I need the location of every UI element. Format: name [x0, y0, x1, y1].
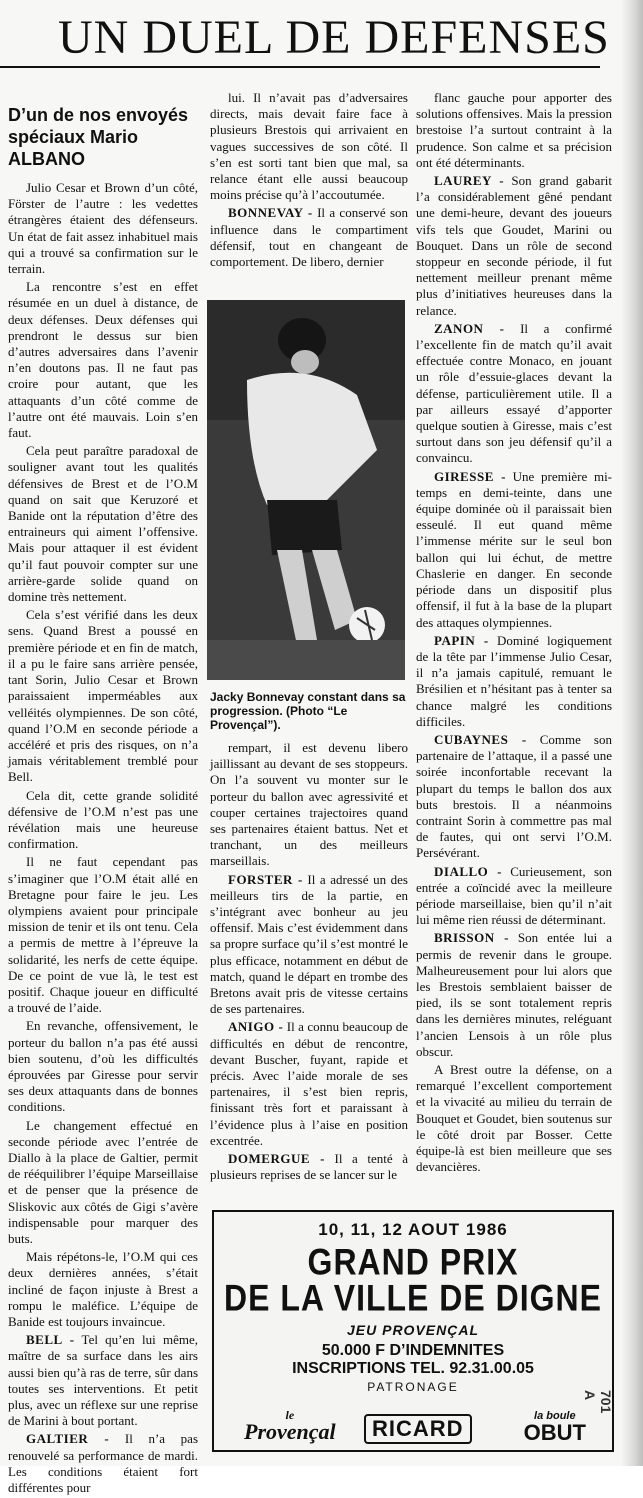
paragraph [8, 607, 198, 785]
paragraph-text: Tel qu’en lui même, maître de sa surface dans les airs aussi bien qu’à ras de terre, sûr dans toutes ses interventions. Et petit plus, avec un réflexe sur une reprise de Marini à bout portant. [8, 1332, 198, 1429]
ad-inscriptions: INSCRIPTIONS TEL. 92.31.00.05 [292, 1360, 534, 1377]
advertisement [212, 1210, 614, 1452]
provencal-logo-le: le [285, 1408, 295, 1422]
paragraph [8, 1018, 198, 1115]
paragraph-text: Dominé logiquement de la tête par l’immense Julio Cesar, il n’a jamais capitulé, remuant le Brésilien et n’hésitant pas à tenter sa chance malgré les conditions difficiles. [416, 632, 612, 729]
headline-rule [0, 66, 600, 68]
player-name-lead: GIRESSE - [434, 468, 506, 484]
paragraph-text: Il a adressé un des meilleurs tirs de la partie, en s’intégrant avec bonheur au jeu offensif. Mais c’est évidemment dans sa propre surface qu’il s’est montré le plus efficace, notamment en début de match, quand le départ en trombe des Bretons avait pris de vitesse certains de ses partenaires. [210, 871, 408, 1017]
paragraph-text: Il a confirmé l’excellente fin de match qu’il avait effectuée contre Monaco, en jouant un rôle d’essuie-glaces devant la défense, particulièrement utile. Il a par ailleurs essayé d’apporter quelque soutien à Giresse, mais c’est surtout dans son jeu défensif qu’il a convaincu. [416, 320, 612, 466]
paragraph-text: Cela dit, cette grande solidité défensive de l’O.M n’est pas une révélation mais une heureuse confirmation. [8, 787, 198, 852]
player-photo [207, 300, 405, 680]
paragraph [416, 1062, 612, 1175]
paragraph-text: En revanche, offensivement, le porteur du ballon n’a pas été aussi bien soutenu, d’où les difficultés éprouvées par Giresse pour servir ses deux attaquants dans de bonnes conditions. [8, 1018, 198, 1115]
paragraph-text: Son entée lui a permis de revenir dans le groupe. Malheureusement pour lui alors que les Brestois semblaient baisser de pied, ils se sont totalement repris dans les dernières minutes, reléguant l’ancien Lensois à un rôle plus obscur. [416, 930, 612, 1059]
column-3 [416, 90, 612, 1177]
photo-graphic [207, 300, 405, 680]
player-name-lead: BELL - [26, 1332, 75, 1348]
paragraph [8, 1431, 198, 1496]
paragraph-text: Cela s’est vérifié dans les deux sens. Quand Brest a poussé en première période et en fin de match, il a pu le faire sans arrière pensée, tant Sorin, Julio Cesar et Brown paraissaient imperméables aux velléités olympiennes. De son côté, quand l’O.M en seconde période a accéléré et pris des risques, on n’a jamais véritablement tremblé pour Bell. [8, 607, 198, 785]
ad-dates: 10, 11, 12 AOUT 1986 [318, 1220, 508, 1239]
ad-sponsor-logos [214, 1404, 612, 1444]
player-name-lead: FORSTER - [228, 871, 303, 887]
paragraph-text: Comme son partenaire de l’attaque, il a passé une soirée inconfortable recevant la plupart du temps le ballon dos aux buts brestois. Il a néanmoins contraint Sorin à commettre pas mal de fautes, qui ont servi l’O.M. Persévérant. [416, 731, 612, 861]
photo-caption: Jacky Bonnevay constant dans sa progression. (Photo “Le Provençal”). [210, 690, 406, 732]
paragraph-text: lui. Il n’avait pas d’adversaires directs, mais devait faire face à plusieurs Brestois qui arrivaient en vagues successives de son côté. Il s’en est sorti tant bien que mal, sa relance étant elle aussi beaucoup moins précise qu’à l’accoutumée. [210, 90, 408, 203]
column-2-bottom [210, 740, 408, 1185]
ad-patronage: PATRONAGE [367, 1380, 459, 1394]
paragraph [210, 1151, 408, 1183]
paragraph [416, 173, 612, 319]
player-name-lead: CUBAYNES - [434, 731, 527, 747]
paragraph-text: Mais répétons-le, l’O.M qui ces deux dernières années, s’était incliné de façon injuste à Brest a rompu le maléfice. L’équipe de Banide est toujours invaincue. [8, 1249, 198, 1330]
ad-title-2: DE LA VILLE DE DIGNE [224, 1277, 602, 1319]
paragraph-text: rempart, il est devenu libero jaillissant au devant de ses stoppeurs. On l’a souvent vu monter sur le porteur du ballon avec agressivité et couper certaines trajectoires quand ses partenaires étaient battus. Net et tranchant, un des meilleurs marseillais. [210, 740, 408, 869]
provencal-logo-name: Provençal [244, 1419, 336, 1444]
obut-logo [524, 1410, 586, 1444]
player-name-lead: ANIGO - [228, 1019, 284, 1035]
paragraph [416, 321, 612, 467]
paragraph [416, 469, 612, 631]
paragraph-text: flanc gauche pour apporter des solutions offensives. Mais la pression brestoise l’a surtout contraint à la prudence. Son calme et sa précision ont été déterminants. [416, 90, 612, 170]
byline: D’un de nos envoyés spéciaux Mario ALBANO [8, 105, 189, 169]
player-name-lead: BONNEVAY - [228, 205, 313, 221]
paragraph [8, 443, 198, 605]
ad-prize: 50.000 F D’INDEMNITES [321, 1342, 505, 1359]
paragraph [8, 279, 198, 441]
ad-title-1: GRAND PRIX [307, 1241, 519, 1283]
paragraph-text: Julio Cesar et Brown d’un côté, Förster de l’autre : les vedettes étrangères étaient des défenseurs. Un état de fait assez inhabituel mais qui a trouvé sa confirmation sur le terrain. [8, 180, 198, 277]
paragraph [8, 788, 198, 853]
player-name-lead: DIALLO - [434, 863, 502, 879]
paragraph [416, 732, 612, 862]
ricard-logo: RICARD [364, 1414, 472, 1444]
player-name-lead: GALTIER - [26, 1431, 110, 1447]
player-name-lead: DOMERGUE - [228, 1151, 325, 1167]
paragraph [416, 633, 612, 730]
paragraph [8, 180, 198, 277]
paragraph-text: Le changement effectué en seconde période avec l’entrée de Diallo à la place de Galtier, permit de rééquilibrer l’équipe Marseillaise et de penser que la présence de Sliskovic aux côtés de Gigi s’avère indispensable pour marquer des buts. [8, 1117, 198, 1246]
paragraph [8, 1118, 198, 1248]
player-name-lead: BRISSON - [434, 930, 509, 946]
paragraph-text: La rencontre s’est en effet résumée en un duel à distance, de deux défenses. Deux défenses qui prendront le dessus sur bien d’autres adversaires dans l’avenir n’en doutons pas. Il ne faut pas croire pour autant, que les attaquants d’un côté comme de l’autre ont été mauvais. Loin s’en faut. [8, 279, 198, 441]
paragraph-text: Son grand gabarit l’a considérablement gêné pendant une demi-heure, devant des joueurs vifs tels que Goudet, Marini ou Bouquet. Dans un rôle de second stoppeur en seconde période, il fut nettement meilleur prenant même plus d’initiatives heureuses dans la relance. [416, 173, 613, 318]
paragraph [8, 1249, 198, 1330]
player-name-lead: LAUREY - [434, 173, 505, 189]
paragraph-text: Il n’a pas renouvelé sa performance de mardi. Les conditions étaient fort différentes pour [8, 1431, 199, 1496]
obut-logo-tagline: la boule [534, 1410, 576, 1422]
scan-shadow [621, 0, 643, 1466]
paragraph-text: Il a connu beaucoup de difficultés en début de rencontre, devant Buscher, fuyant, rapide et précis. Avec l’aide morale de ses partenaires, il s’est bien repris, finissant très fort et paraissant à l’évidence plus à l’aise en position excentrée. [210, 1019, 409, 1148]
paragraph-text: Cela peut paraître paradoxal de souligner avant tout les qualités défensives de Brest et de l’O.M quand on sait que Keruzoré et Banide ont la réputation d’être des entraineurs qui aiment l’offensive. Mais pour attaquer il est évident qu’il faut pouvoir compter sur une arrière-garde solide quand on domine très nettement. [8, 443, 198, 605]
paragraph [416, 930, 612, 1060]
paragraph [210, 740, 408, 870]
paragraph-text: Une première mi-temps en demi-teinte, dans une équipe dominée où il paraissait bien esseulé. Il eut quand même l’immense mérite sur le seul bon ballon qui lui échut, de mettre Chaslerie en danger. En seconde période dans un dispositif plus offensif, il fut à la base de la plupart des attaques olympiennes. [416, 468, 613, 630]
column-2-top [210, 90, 408, 272]
paragraph [416, 864, 612, 929]
player-name-lead: PAPIN - [434, 632, 489, 648]
ad-subtitle: JEU PROVENÇAL [346, 1322, 480, 1338]
obut-logo-name: OBUT [523, 1420, 586, 1445]
column-1 [8, 180, 198, 1498]
paragraph [210, 872, 408, 1018]
paragraph-text: Il a conservé son influence dans le compartiment défensif, tout en changeant de comportement. De libero, dernier [210, 205, 409, 270]
paragraph-text: Il a tenté à plusieurs reprises de se lancer sur le [210, 1151, 409, 1183]
paragraph [8, 1332, 198, 1429]
paragraph [8, 854, 198, 1016]
provencal-logo [244, 1410, 336, 1444]
paragraph [210, 205, 408, 270]
paragraph-text: A Brest outre la défense, on a remarqué l’excellent comportement et la vivacité au milieu du terrain de Bouquet et Goudet, bien soutenus sur le côté droit par Bosser. Cette équipe-là est bien meilleure que ses devancières. [416, 1061, 612, 1175]
paragraph-text: Curieusement, son entrée a coïncidé avec la meilleure période marseillaise, bien qu’il n’ait lui même rien réussi de déterminant. [416, 863, 613, 928]
paragraph [210, 90, 408, 203]
player-name-lead: ZANON - [434, 320, 505, 336]
paragraph [416, 90, 612, 171]
paragraph [210, 1019, 408, 1149]
paragraph-text: Il ne faut cependant pas s’imaginer que l’O.M était allé en Bretagne pour faire le jeu. Les olympiens avaient pour principale mission de tenir et ils ont tenu. Cela a permis de mettre à l’épreuve la solidarité, les nerfs de cette équipe. De ce point de vue là, le test est positif. Chaque joueur en difficulté a trouvé de l’aide. [8, 854, 198, 1016]
headline: UN DUEL DE DEFENSES [58, 11, 610, 64]
margin-mark: 701 A [582, 1390, 614, 1414]
